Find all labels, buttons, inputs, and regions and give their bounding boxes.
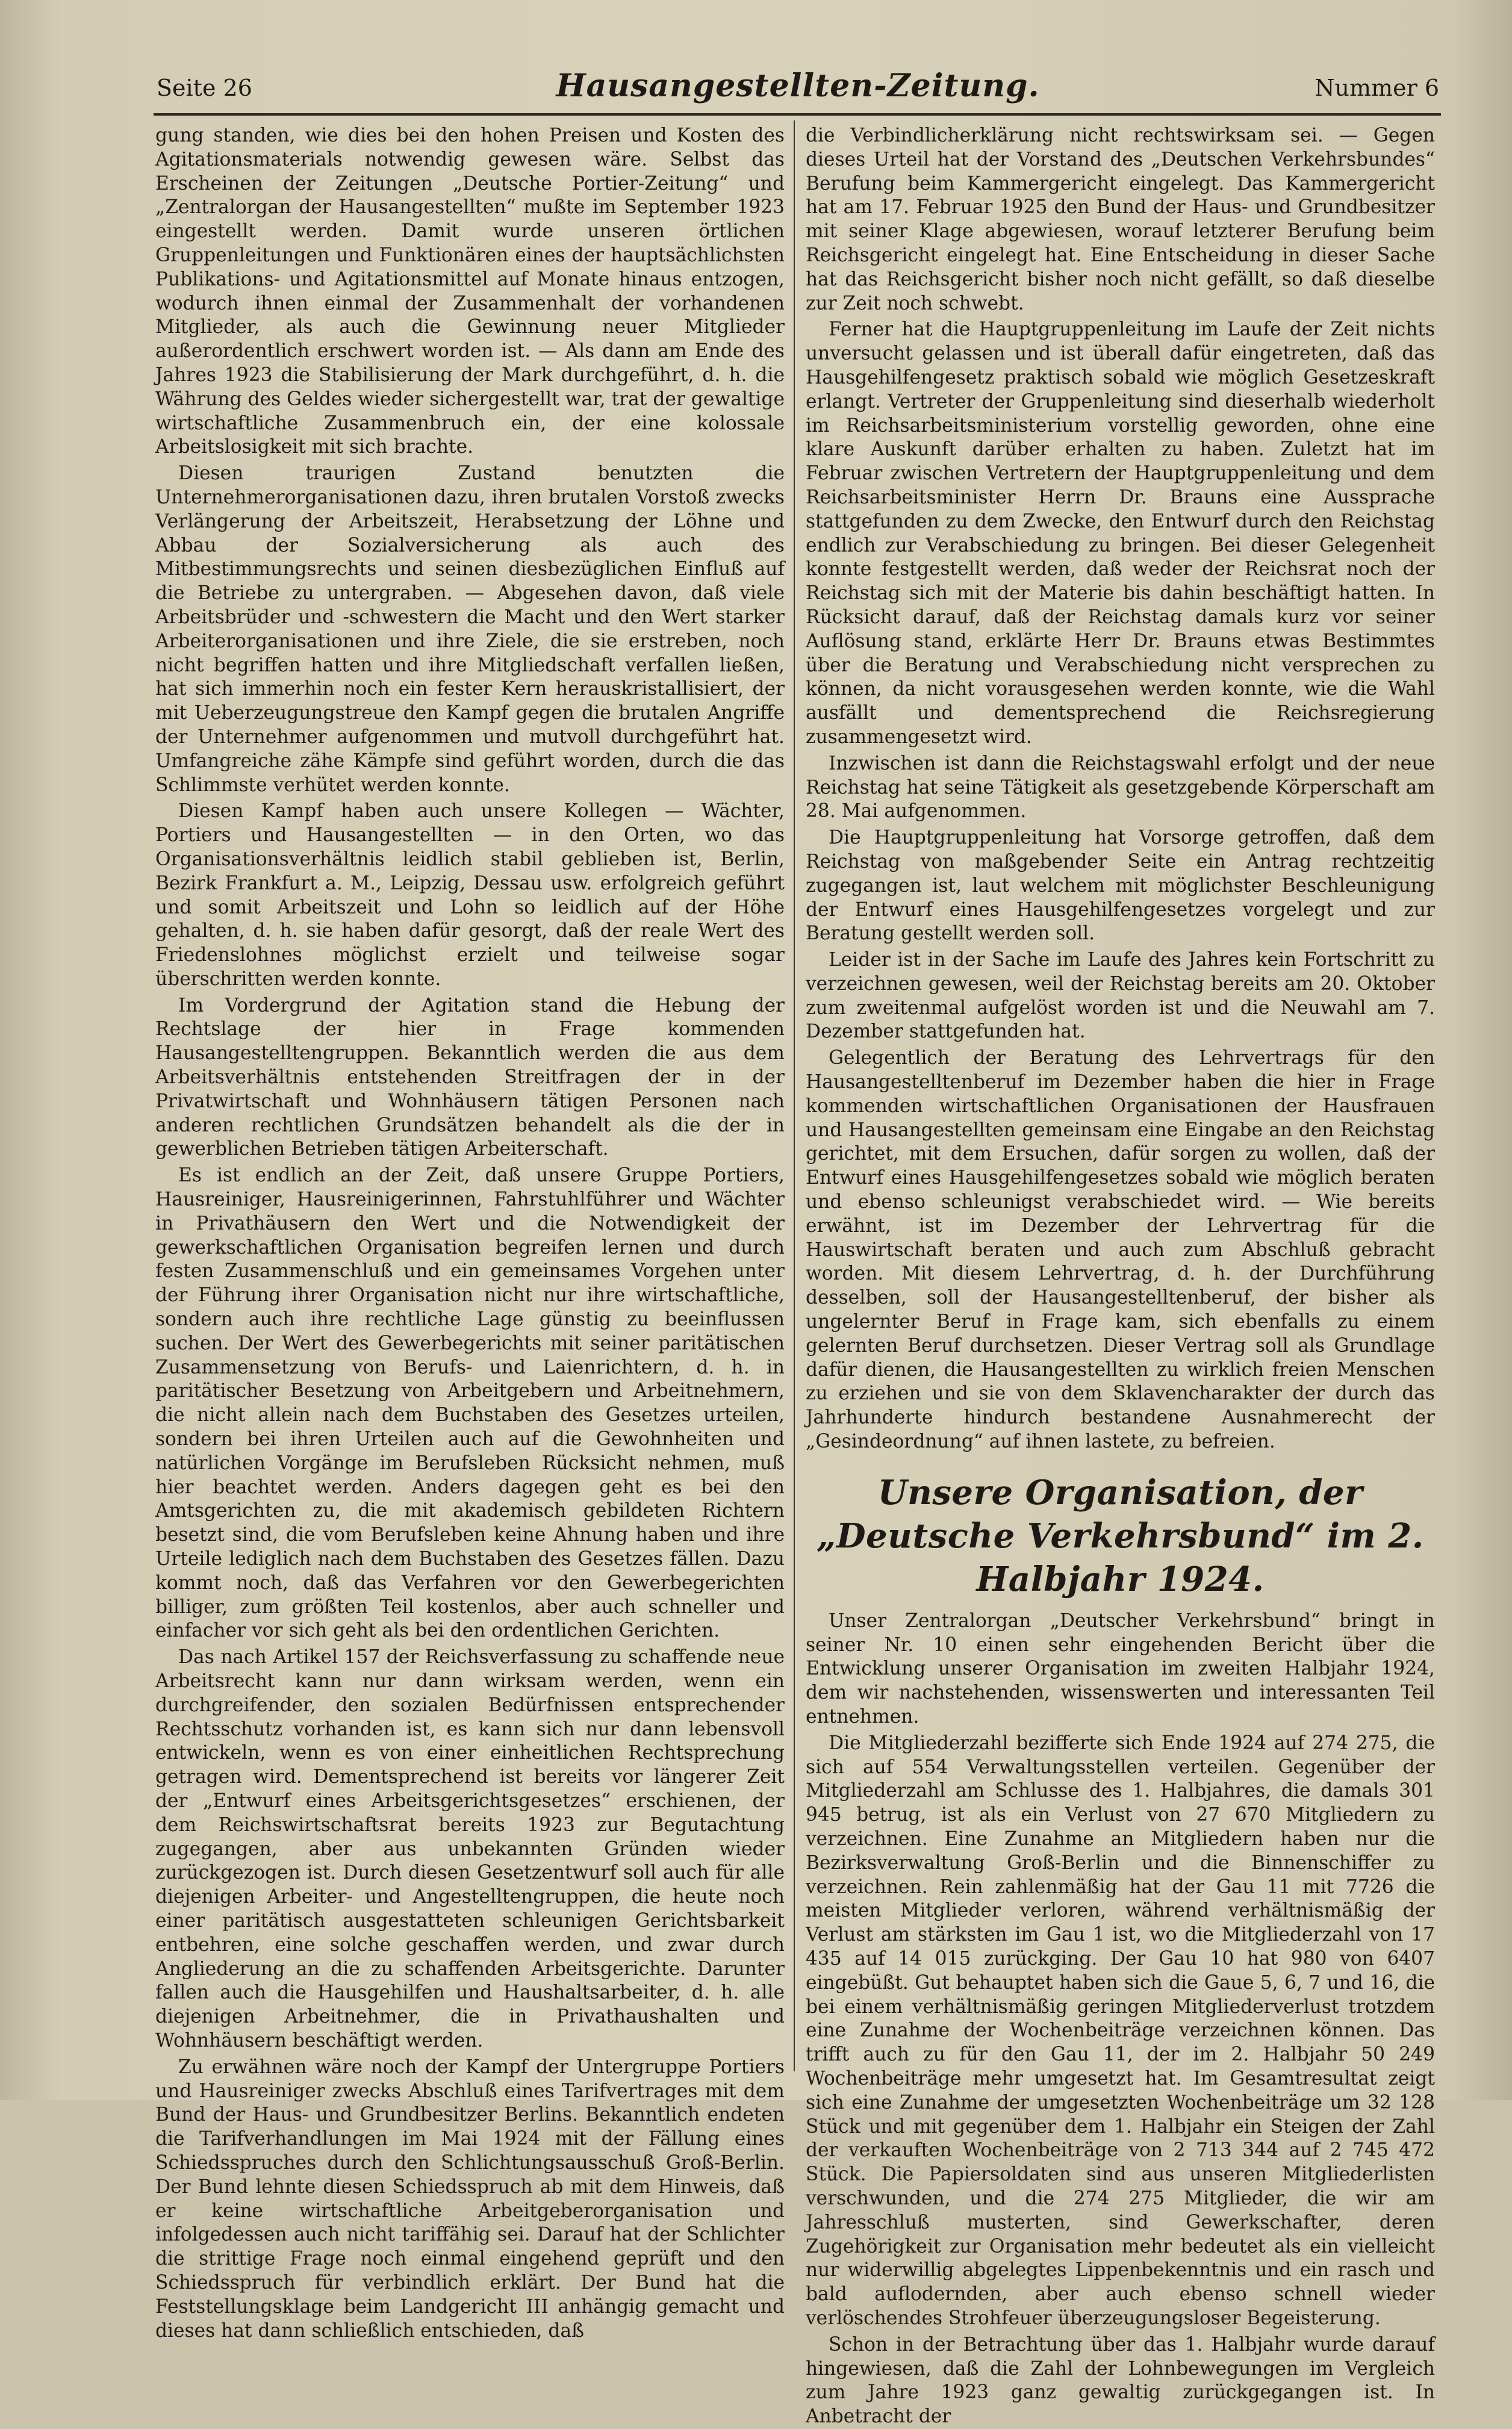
article-paragraph: Zu erwähnen wäre noch der Kampf der Untergruppe Portiers und Hausreiniger zwecks Abschluß eines Tarifvertrages mit dem Bund der Haus- und Grundbesitzer Berlins. Bekanntlich endeten die Tarifverhandlungen im Mai 1924 mit der Fällung eines Schiedsspruches durch den Schlichtungsausschuß Groß-Berlin. Der Bund lehnte diesen Schiedsspruch ab mit dem Hinweis, daß er keine wirtschaftliche Arbeitgeberorganisation und infolgedessen auch nicht tariffähig sei. Darauf hat der Schlichter die strittige Frage noch einmal eingehend geprüft und den Schiedsspruch für verbindlich erklärt. Der Bund hat die Feststellungsklage beim Landgericht III anhängig gemacht und dieses hat dann schließlich entschieden, daß — [155, 2056, 785, 2342]
newspaper-title: Hausangestellten-Zeitung. — [556, 67, 1040, 104]
issue-number: Nummer 6 — [1314, 75, 1439, 101]
article-paragraph: Im Vordergrund der Agitation stand die Hebung der Rechtslage der hier in Frage kommenden Hausangestelltengruppen. Bekanntlich werden die aus dem Arbeitsverhältnis entstehenden Streitfragen der in der Privatwirtschaft und Wohnhäusern tätigen Personen nach anderen rechtlichen Grundsätzen behandelt als die der in gewerblichen Betrieben tätigen Arbeiterschaft. — [155, 994, 785, 1160]
right-column — [806, 124, 1435, 2428]
article-paragraph: Die Hauptgruppenleitung hat Vorsorge getroffen, daß dem Reichstag von maßgebender Seite ein Antrag rechtzeitig zugegangen ist, laut welchem mit möglichster Beschleunigung der Entwurf eines Hausgehilfengesetzes vorgelegt und zur Beratung gestellt werden soll. — [806, 827, 1435, 945]
header-rule — [154, 113, 1441, 116]
page-number: Seite 26 — [157, 75, 252, 101]
article-paragraph: Gelegentlich der Beratung des Lehrvertrags für den Hausangestelltenberuf im Dezember haben die hier in Frage kommenden wirtschaftlichen Organisationen der Hausfrauen und Hausangestellten gemeinsam eine Eingabe an den Reichstag gerichtet, mit dem Ersuchen, dafür sorgen zu wollen, daß der Entwurf eines Hausgehilfengesetzes sobald wie möglich beraten und ebenso schleunigst verabschiedet wird. — Wie bereits erwähnt, ist im Dezember der Lehrvertrag für die Hauswirtschaft beraten und auch zum Abschluß gebracht worden. Mit diesem Lehrvertrag, d. h. der Durchführung desselben, soll der Hausangestelltenberuf, der bisher als ungelernter Beruf in Frage kam, sich ebenfalls zu einem gelernten Beruf durchsetzen. Dieser Vertrag soll als Grundlage dafür dienen, die Hausangestellten zu wirklich freien Menschen zu erziehen und sie von dem Sklavencharakter der durch das Jahrhunderte hindurch bestandene Ausnahmerecht der „Gesindeordnung“ auf ihnen lastete, zu befreien. — [806, 1047, 1435, 1453]
article-paragraph: Diesen traurigen Zustand benutzten die Unternehmerorganisationen dazu, ihren brutalen Vorstoß zwecks Verlängerung der Arbeitszeit, Herabsetzung der Löhne und Abbau der Sozialversicherung als auch des Mitbestimmungsrechts und seinen diesbezüglichen Einfluß auf die Betriebe zu untergraben. — Abgesehen davon, daß viele Arbeitsbrüder und -schwestern die Macht und den Wert starker Arbeiterorganisationen und ihre Ziele, die sie erstreben, noch nicht begriffen hatten und ihre Mitgliedschaft verfallen ließen, hat sich immerhin noch ein fester Kern herauskristallisiert, der mit Ueberzeugungstreue den Kampf gegen die brutalen Angriffe der Unternehmer aufgenommen und mutvoll durchgeführt hat. Umfangreiche zähe Kämpfe sind geführt worden, durch die das Schlimmste verhütet werden konnte. — [155, 462, 785, 796]
page-header — [157, 67, 1439, 110]
article-paragraph: Schon in der Betrachtung über das 1. Halbjahr wurde darauf hingewiesen, daß die Zahl der Lohnbewegungen im Vergleich zum Jahre 1923 ganz gewaltig zurückgegangen ist. In Anbetracht der — [806, 2333, 1435, 2428]
article-paragraph: Ferner hat die Hauptgruppenleitung im Laufe der Zeit nichts unversucht gelassen und ist überall dafür eingetreten, daß das Hausgehilfengesetz praktisch sobald wie möglich Gesetzeskraft erlangt. Vertreter der Gruppenleitung sind dieserhalb wiederholt im Reichsarbeitsministerium vorstellig geworden, ohne eine klare Auskunft darüber erhalten zu haben. Zuletzt hat im Februar zwischen Vertretern der Hauptgruppenleitung und dem Reichsarbeitsminister Herrn Dr. Brauns eine Aussprache stattgefunden zu dem Zwecke, den Entwurf durch den Reichstag endlich zur Verabschiedung zu bringen. Bei dieser Gelegenheit konnte festgestellt werden, daß weder der Reichsrat noch der Reichstag sich mit der Materie bis dahin beschäftigt hatten. In Rücksicht darauf, daß der Reichstag damals kurz vor seiner Auflösung stand, erklärte Herr Dr. Brauns etwas Bestimmtes über die Beratung und Verabschiedung nicht versprechen zu können, da nicht vorausgesehen werden konnte, wie die Wahl ausfällt und dementsprechend die Reichsregierung zusammengesetzt wird. — [806, 319, 1435, 748]
article-paragraph: Die Mitgliederzahl bezifferte sich Ende 1924 auf 274 275, die sich auf 554 Verwaltungsstellen verteilen. Gegenüber der Mitgliederzahl am Schlusse des 1. Halbjahres, die damals 301 945 betrug, ist als ein Verlust von 27 670 Mitgliedern zu verzeichnen. Eine Zunahme an Mitgliedern haben nur die Bezirksverwaltung Groß-Berlin und die Binnenschiffer zu verzeichnen. Rein zahlenmäßig hat der Gau 11 mit 7726 die meisten Mitglieder verloren, während verhältnismäßig der Verlust am stärksten im Gau 1 ist, wo die Mitgliederzahl von 17 435 auf 14 015 zurückging. Der Gau 10 hat 980 von 6407 eingebüßt. Gut behauptet haben sich die Gaue 5, 6, 7 und 16, die bei einem verhältnismäßig geringen Mitgliederverlust trotzdem eine Zunahme der Wochenbeiträge verzeichnen können. Das trifft auch zu für den Gau 11, der im 2. Halbjahr 50 249 Wochenbeiträge mehr umgesetzt hat. Im Gesamtresultat zeigt sich eine Zunahme der umgesetzten Wochenbeiträge um 32 128 Stück und mit gegenüber dem 1. Halbjahr ein Steigen der Zahl der verkauften Wochenbeiträge von 2 713 344 auf 2 745 472 Stück. Die Papiersoldaten sind aus unseren Mitgliederlisten verschwunden, und die 274 275 Mitglieder, die wir am Jahresschluß musterten, sind Gewerkschafter, deren Zugehörigkeit zur Organisation mehr bedeutet als ein vielleicht nur widerwillig abgelegtes Lippenbekenntnis und ein rasch und bald auflodernden, aber auch ebenso schnell wieder verlöschendes Strohfeuer überzeugungsloser Begeisterung. — [806, 1732, 1435, 2329]
article-paragraph: die Verbindlicherklärung nicht rechtswirksam sei. — Gegen dieses Urteil hat der Vorstand des „Deutschen Verkehrsbundes“ Berufung beim Kammergericht eingelegt. Das Kammergericht hat am 17. Februar 1925 den Bund der Haus- und Grundbesitzer mit seiner Klage abgewiesen, worauf letzterer Berufung beim Reichsgericht eingelegt hat. Eine Entscheidung in dieser Sache hat das Reichsgericht bisher noch nicht gefällt, so daß dieselbe zur Zeit noch schwebt. — [806, 125, 1435, 314]
article-paragraph: Diesen Kampf haben auch unsere Kollegen — Wächter, Portiers und Hausangestellten — in den Orten, wo das Organisationsverhältnis leidlich stabil geblieben ist, Berlin, Bezirk Frankfurt a. M., Leipzig, Dessau usw. erfolgreich geführt und somit Arbeitszeit und Lohn so leidlich auf der Höhe gehalten, d. h. sie haben dafür gesorgt, daß der reale Wert des Friedenslohnes möglichst erzielt und teilweise sogar überschritten werden konnte. — [155, 800, 785, 990]
article-paragraph: Das nach Artikel 157 der Reichsverfassung zu schaffende neue Arbeitsrecht kann nur dann wirksam werden, wenn ein durchgreifender, den sozialen Bedürfnissen entsprechender Rechtsschutz vorhanden ist, es kann sich nur dann lebensvoll entwickeln, wenn es von einer einheitlichen Rechtsprechung getragen wird. Dementsprechend ist bereits vor längerer Zeit der „Entwurf eines Arbeitsgerichtsgesetzes“ erschienen, der dem Reichswirtschaftsrat bereits 1923 zur Begutachtung zugegangen, aber aus unbekannten Gründen wieder zurückgezogen ist. Durch diesen Gesetzentwurf soll auch für alle diejenigen Arbeiter- und Angestelltengruppen, die heute noch einer paritätisch ausgestatteten schleunigen Gerichtsbarkeit entbehren, eine solche geschaffen werden, und zwar durch Angliederung an die zu schaffenden Arbeitsgerichte. Darunter fallen auch die Hausgehilfen und Haushaltsarbeiter, d. h. alle diejenigen Arbeitnehmer, die in Privathaushalten und Wohnhäusern beschäftigt werden. — [155, 1646, 785, 2051]
column-divider — [794, 120, 795, 2071]
article-paragraph: Inzwischen ist dann die Reichstagswahl erfolgt und der neue Reichstag hat seine Tätigkeit als gesetzgebende Körperschaft am 28. Mai aufgenommen. — [806, 752, 1435, 823]
article-paragraph: Es ist endlich an der Zeit, daß unsere Gruppe Portiers, Hausreiniger, Hausreinigerinnen, Fahrstuhlführer und Wächter in Privathäusern den Wert und die Notwendigkeit der gewerkschaftlichen Organisation begreifen lernen und durch festen Zusammenschluß und ein gemeinsames Vorgehen unter der Führung ihrer Organisation nicht nur ihre wirtschaftliche, sondern auch ihre rechtliche Lage günstig zu beeinflussen suchen. Der Wert des Gewerbegerichts mit seiner paritätischen Zusammensetzung von Berufs- und Laienrichtern, d. h. in paritätischer Besetzung von Arbeitgebern und Arbeitnehmern, die nicht allein nach dem Buchstaben des Gesetzes urteilen, sondern bei ihren Urteilen auch auf die Gewohnheiten und natürlichen Vorgänge im Berufsleben Rücksicht nehmen, muß hier beachtet werden. Anders dagegen geht es bei den Amtsgerichten zu, die mit akademisch gebildeten Richtern besetzt sind, die vom Berufsleben keine Ahnung haben und ihre Urteile lediglich nach dem Buchstaben des Gesetzes fällen. Dazu kommt noch, daß das Verfahren vor den Gewerbegerichten billiger, zum größten Teil kostenlos, aber auch schneller und einfacher vor sich geht als bei den ordentlichen Gerichten. — [155, 1165, 785, 1642]
article-paragraph: Unser Zentralorgan „Deutscher Verkehrsbund“ bringt in seiner Nr. 10 einen sehr eingehenden Bericht über die Entwicklung unserer Organisation im zweiten Halbjahr 1924, dem wir nachstehenden, wissenswerten und interessanten Teil entnehmen. — [806, 1609, 1435, 1728]
article-paragraph: gung standen, wie dies bei den hohen Preisen und Kosten des Agitationsmaterials notwendig gewesen wäre. Selbst das Erscheinen der Zeitungen „Deutsche Portier-Zeitung“ und „Zentralorgan der Hausangestellten“ mußte im September 1923 eingestellt werden. Damit wurde unseren örtlichen Gruppenleitungen und Funktionären eines der hauptsächlichsten Publikations- und Agitationsmittel auf Monate hinaus entzogen, wodurch ihnen einmal der Zusammenhalt der vorhandenen Mitglieder, als auch die Gewinnung neuer Mitglieder außerordentlich erschwert worden ist. — Als dann am Ende des Jahres 1923 die Stabilisierung der Mark durchgeführt, d. h. die Währung des Geldes wieder sichergestellt war, trat der gewaltige wirtschaftliche Zusammenbruch ein, der eine kolossale Arbeitslosigkeit mit sich brachte. — [155, 125, 785, 458]
article-paragraph: Leider ist in der Sache im Laufe des Jahres kein Fortschritt zu verzeichnen gewesen, weil der Reichstag bereits am 20. Oktober zum zweitenmal aufgelöst worden ist und die Neuwahl am 7. Dezember stattgefunden hat. — [806, 949, 1435, 1043]
article-headline: Unsere Organisation, der „Deutsche Verkehrsbund“ im 2. Halbjahr 1924. — [817, 1472, 1424, 1599]
left-column — [155, 124, 785, 2342]
